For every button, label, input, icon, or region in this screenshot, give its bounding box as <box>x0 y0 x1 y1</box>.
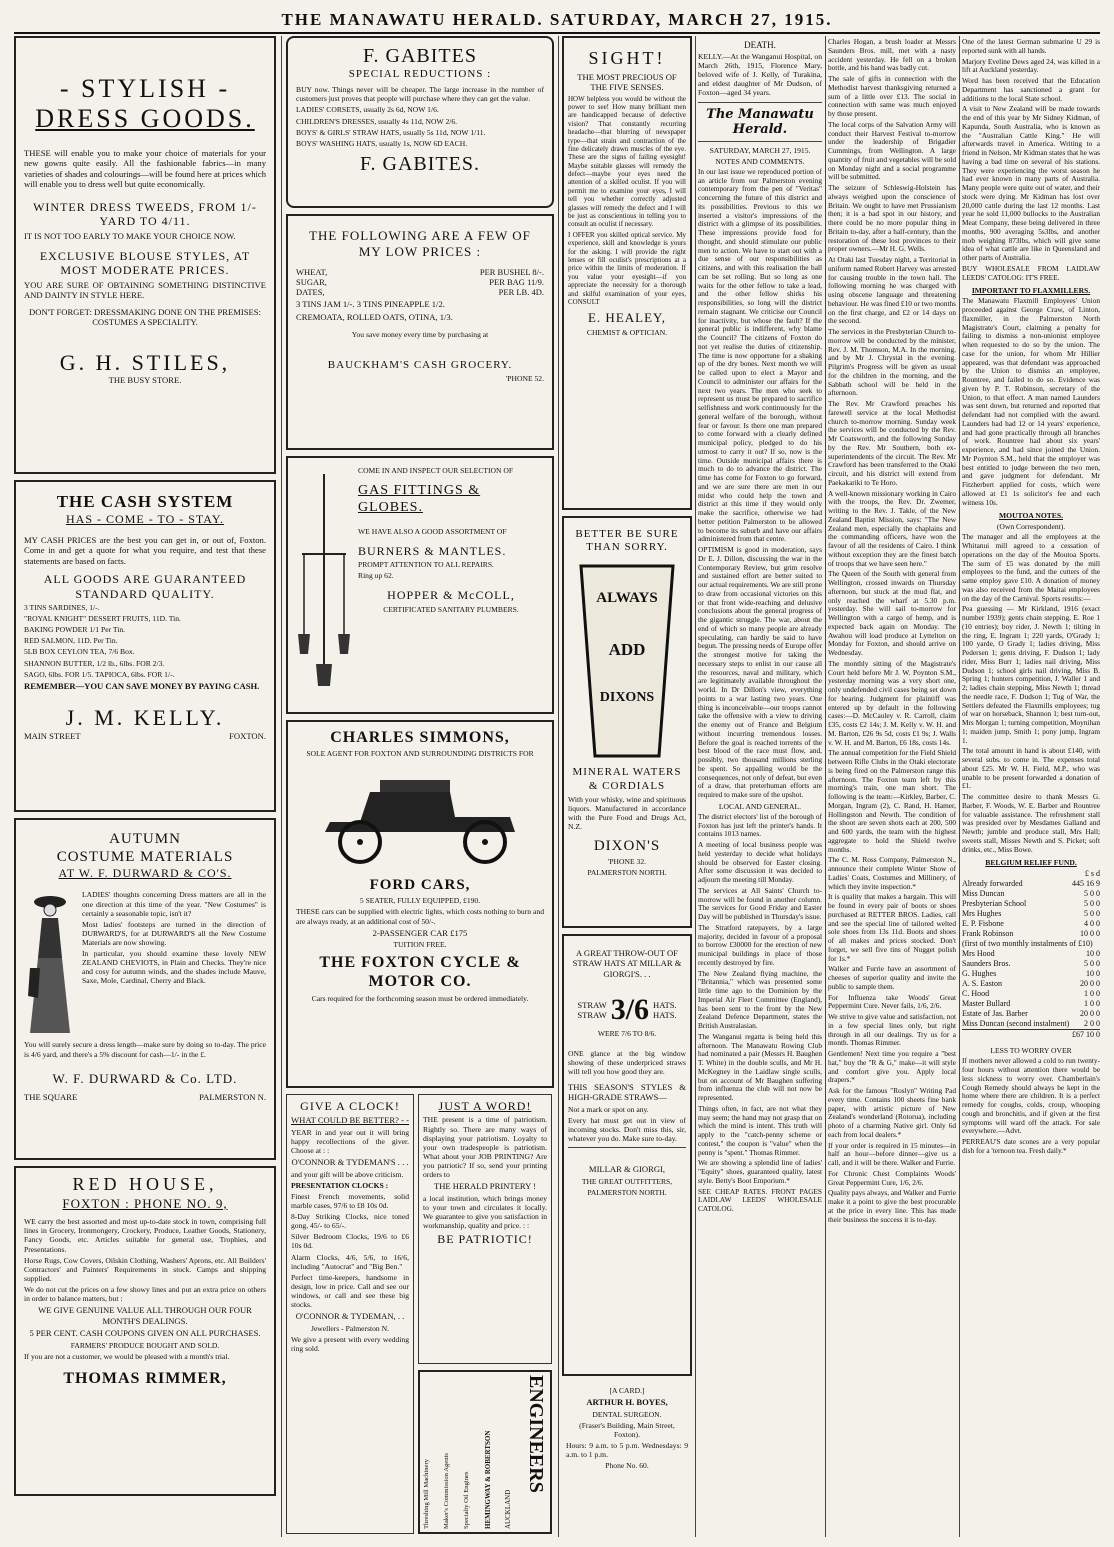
moutoa-subheading: (Own Correspondent). <box>996 522 1066 532</box>
news-para: Walker and Furrie have an assortment of cheeses of superior quality and invite the public to sample them. <box>828 964 956 991</box>
kelly-price-item: 3 TINS SARDINES, 1/-. <box>24 603 100 613</box>
clock-heading: GIVE A CLOCK! <box>300 1099 400 1113</box>
healey-name: E. HEALEY, <box>587 310 666 326</box>
clock-subheading: WHAT COULD BE BETTER? - - <box>291 1115 409 1126</box>
millar-styles: THIS SEASON'S STYLES & HIGH-GRADE STRAWS— <box>568 1081 686 1103</box>
clock-para-4: We give a present with every wedding ring sold. <box>291 1334 409 1353</box>
clock-item: Alarm Clocks, 4/6, 5/6, to 16/6, including "Autocrat" and "Big Ben." <box>291 1252 409 1271</box>
millar-para-1: ONE glance at the big window showing of these underpriced straws will tell you how good they are. <box>568 1048 686 1076</box>
glass-text-1: ALWAYS <box>596 590 658 607</box>
herald-heading: JUST A WORD! <box>438 1099 532 1113</box>
bauckham-line-5: CREMOATA, ROLLED OATS, OTINA, 1/3. <box>296 311 453 322</box>
clock-item: Finest French movements, solid marble cases, 97/6 to £8 10s 0d. <box>291 1191 409 1211</box>
column-3 <box>562 36 692 1537</box>
col2-lower-right <box>418 1094 552 1537</box>
fund-amount: 20 0 0 <box>1080 1009 1100 1019</box>
kelly-price-item: BAKING POWDER 1/1 Per Tin. <box>24 625 126 635</box>
news-para: The C. M. Ross Company, Palmerston N., announce their complete Winter Show of Ladies' Coats, Costumes and Millinery, of which they invite inspection.* <box>828 855 956 891</box>
healey-para-1: HOW helpless you would be without the power to see! How many brilliant men are handicapped because of defective vision? That constantly recurring headache—that blurring of newspaper type—that strain and contraction of the fine delicately drawn muscles of the eye. These are the signs of failing eyesight! Maybe suitable glasses will remedy the defect—maybe your eyes need the attention of a skilled oculist. If you will permit me to examine your eyes, I will tell you whether correctly adjusted glasses will remedy the defect and I will be just as conscientious in telling you to consult an oculist if necessary. <box>568 94 686 229</box>
millar-price-block <box>568 993 686 1027</box>
fund-row <box>962 999 1100 1009</box>
stiles-blouse: EXCLUSIVE BLOUSE STYLES, AT MOST MODERATE PRICES. <box>39 248 251 278</box>
news-para: One of the latest German submarine U 29 is reported sunk with all hands. <box>962 37 1100 55</box>
dixon-para: With your whisky, wine and spirituous liquors. Manufactured in accordance with the Pure Food and Drugs Act, N.Z. <box>568 794 686 832</box>
news-para: Gentlemen! Next time you require a "best hat," buy the "R & G," make—it will style and comfort give you. Apply local drapers.* <box>828 1049 956 1085</box>
fund-total-row <box>962 1029 1100 1040</box>
column-rule <box>695 36 696 1537</box>
gabites-intro: BUY now. Things never will be cheaper. The large increase in the number of customers just proves that people will purchase where they can get the value. <box>296 85 544 104</box>
durward-body <box>24 888 266 1038</box>
kelly-heading-2: HAS - COME - TO - STAY. <box>66 512 224 527</box>
news-para: Ask for the famous "Roslyn" Writing Pad every time. Contains 100 sheets fine bank paper, with artistic picture of New Zealand's wonderland (Rotorua), including photo of a charming Native girl. Only 6d each from local dealers.* <box>828 1086 956 1139</box>
fund-donor: Already forwarded <box>962 879 1023 889</box>
rimmer-heading-2: FOXTON : PHONE NO. 9, <box>62 1195 228 1211</box>
moutoa-heading: MOUTOA NOTES. <box>999 511 1063 521</box>
fund-amount: 2 0 0 <box>1084 1019 1100 1029</box>
notes-para-2: OPTIMISM is good in moderation, says Dr E. J. Dillon, discussing the war in the Contemporary Review, but grim resolve and sustained effort are better suited to our actual requirements. We are still prone to draw from occasional victories on this or that front wide-reaching and delusive conclusions about the general progress of the gigantic struggle. The war, about the end of which so many people are already speculating, can hardly be said to have begun. The pressing needs of Europe offer the strongest motive for taking the necessary steps to enlist in our cause all the resources, naval and military, which are legitimately available throughout the world. In Dr Dillon's view, everything points to a war lasting two years. One thing is inconceivable—our troops cannot take the offensive with a view to driving the enemy out of France and Belgium without incurring tremendous losses. Before the goal is reached torrents of the best blood of the race must flow, and, possibly, two thousand millions sterling be spent. So appalling would be the consequences, not only of defeat, but even of a draw, that preterhuman efforts are required to make sure of the upshot. <box>698 545 822 800</box>
column-rule <box>558 36 559 1537</box>
clock-para-1: YEAR in and year out it will bring happy recollections of the giver. Choose at : : <box>291 1127 409 1156</box>
news-para: The local corps of the Salvation Army will conduct their Harvest Festival to-morrow under the leadership of Brigadier Cummings, from Wellington. A large quantity of fruit and vegetables will be sold on Monday night and a social programme will be submitted. <box>828 119 956 182</box>
col2-lower <box>286 1094 554 1537</box>
millar-tag: THE GREAT OUTFITTERS, <box>581 1176 673 1186</box>
boyes-address: (Fraser's Building, Main Street, Foxton). <box>579 1420 675 1439</box>
fund-donor: A. S. Easton <box>962 979 1002 989</box>
engineers-line: Maker's Commission Agents <box>443 1453 451 1529</box>
hopper-line-2: GAS FITTINGS & GLOBES. <box>358 483 481 515</box>
fund-amount: 5 0 0 <box>1084 889 1100 899</box>
kelly-name: J. M. KELLY. <box>65 705 225 731</box>
bauckham-advert <box>286 214 554 450</box>
healey-tag: CHEMIST & OPTICIAN. <box>586 327 668 337</box>
bauckham-name: BAUCKHAM'S CASH GROCERY. <box>327 359 513 372</box>
clock-item: Silver Bedroom Clocks, 19/6 to £6 10s 0d. <box>291 1232 409 1251</box>
fund-row <box>962 929 1100 939</box>
healey-advert <box>562 36 692 510</box>
engineers-line: Specialty Oil Engines <box>463 1471 471 1529</box>
dixon-name: DIXON'S <box>593 838 661 855</box>
simmons-name: THE FOXTON CYCLE & MOTOR CO. <box>319 954 521 991</box>
fund-amount: 1 0 0 <box>1084 999 1100 1009</box>
clock-address: Jewellers - Palmerston N. <box>310 1323 390 1333</box>
kelly-quality: ALL GOODS ARE GUARANTEED STANDARD QUALITY. <box>43 572 247 601</box>
local-para: The services at All Saints' Church to-morrow will be found in another column. The services for Good Friday and Easter Day will be published in Thursday's issue. <box>698 885 822 922</box>
rimmer-para-5: 5 PER CENT. CASH COUPONS GIVEN ON ALL PURCHASES. <box>29 1328 261 1339</box>
hopper-tag: CERTIFICATED SANITARY PLUMBERS. <box>383 604 519 614</box>
bauckham-phone: 'PHONE 52. <box>505 374 544 384</box>
dixon-town: PALMERSTON NORTH. <box>587 868 667 878</box>
simmons-tag: Cars required for the forthcoming season must be ordered immediately. <box>311 993 529 1003</box>
worry-heading: LESS TO WORRY OVER <box>990 1046 1072 1056</box>
herald-printery-advert <box>418 1094 552 1364</box>
moutoa-para: The total amount in hand is about £140, with several subs. to come in. The expenses total about £25. Mr W. H. Field, M.P., who was unable to be present forwarded a donation of £1. <box>962 746 1100 791</box>
worry-para: If mothers never allowed a cold to run twenty-four hours without attention there would be less sickness to worry over. Chamberlain's Cough Remedy should always be kept in the home where there are children. It is a perfect remedy for coughs, colds, croup, whooping cough and bronchitis, and if given at the first symptoms will ward off the attack. For sale everywhere.—Advt. <box>962 1056 1100 1136</box>
news-para: BUY WHOLESALE FROM LAIDLAW LEEDS' CATOLOG: IT'S FREE. <box>962 263 1100 282</box>
fund-row <box>962 979 1100 989</box>
news-para: We strive to give value and satisfaction, not in a few special lines only, but right through in all our dealings. Try us for a month. Thomas Rimmer. <box>828 1012 956 1048</box>
scones-para: PERREAU'S date scones are a very popular dish for a 'ternoon tea. Fresh daily.* <box>962 1137 1100 1155</box>
fund-donor: Mrs Hughes <box>962 909 1002 919</box>
fund-donor: Presbyterian School <box>962 899 1027 909</box>
straw-label: STRAW <box>577 999 607 1010</box>
fund-donor: Miss Duncan (second instalment) <box>962 1019 1070 1029</box>
rimmer-para-7: If you are not a customer, we would be pleased with a month's trial. <box>24 1351 230 1361</box>
local-para: The Stratford ratepayers, by a large majority, decided in favour of a proposal to borrow £30000 for the erection of new municipal buildings in place of those recently destroyed by fire. <box>698 922 822 967</box>
death-notice: KELLY.—At the Wanganui Hospital, on March 26th, 1915, Florence Mary, beloved wife of J. Kelly, of Turakina, and eldest daughter of Mr Dudson, of Foxton—aged 34 years. <box>698 52 822 98</box>
clock-advert <box>286 1094 414 1534</box>
local-para: The district electors' list of the borough of Foxton has just left the printer's hands. It contains 1013 names. <box>698 811 822 839</box>
healey-para-2: I OFFER you skilled optical service. My experience, skill and knowledge is yours for the asking. I will provide the right lenses or fill oculist's prescriptions at a price within the limits of moderation. If you value your eyesight—if you appreciate the necessity for a thorough and skilful examination of your eyes, CONSULT <box>568 230 686 306</box>
moutoa-para: The manager and all the employees at the Whitanui mill agreed to a cessation of operations on the day of the Moutoa Sports. The sum of £5 was donated by the mill employees to the fund, and the cutters of the same employ gave £10. A donation of money was also received from the Maitai employees on the day of the Carnival. Sports results:— <box>962 532 1100 603</box>
notes-heading: NOTES AND COMMENTS. <box>715 156 805 166</box>
fund-donor: Miss Duncan <box>962 889 1005 899</box>
divider <box>698 141 822 142</box>
durward-address <box>24 1092 266 1102</box>
gabites-advert <box>286 36 554 208</box>
fund-row <box>962 989 1100 999</box>
durward-advert <box>14 818 276 1160</box>
flax-heading: IMPORTANT TO FLAXMILLERS. <box>971 286 1091 296</box>
fund-amount: 20 0 0 <box>1080 979 1100 989</box>
straw-label: STRAW <box>577 1010 607 1021</box>
fund-amount: 5 0 0 <box>1084 899 1100 909</box>
fund-row <box>962 949 1100 959</box>
kelly-price-item: RED SALMON, 11D. Per Tin. <box>24 636 118 646</box>
fund-donor: (first of two monthly instalments of £10) <box>962 939 1093 949</box>
herald-para-2: a local institution, which brings money to your town and circulates it locally. We guarantee to give you satisfaction in workmanship, quality and price. : : <box>423 1193 547 1230</box>
fund-row <box>962 939 1100 949</box>
clock-para-3: Perfect time-keepers, handsome in design, low in price. Call and see our windows, or call and see these big stocks. <box>291 1272 409 1310</box>
stiles-intro: THESE will enable you to make your choice of materials for your new gowns quite easily. All the fashionable fabrics—in many varieties of shades and colourings—will be found here at prices which will enable you to dress well but quite economically. <box>24 147 266 190</box>
masthead: THE MANAWATU HERALD. SATURDAY, MARCH 27, 1915. <box>14 10 1100 34</box>
gabites-item: BOYS' WASHING HATS, usually 1s, NOW 6D EACH. <box>296 138 468 148</box>
news-para: For Chronic Chest Complaints Woods' Great Peppermint Cure, 1/6, 2/6. <box>828 1168 956 1187</box>
durward-town: PALMERSTON N. <box>199 1092 266 1103</box>
millar-were: WERE 7/6 TO 8/6. <box>597 1029 657 1039</box>
boyes-hours: Hours: 9 a.m. to 5 p.m. Wednesdays: 9 a.m. to 1 p.m. <box>566 1440 688 1460</box>
local-para: A meeting of local business people was held yesterday to decide what holidays should be observed for Easter closing. After some discussion it was decided to adjourn the meeting till Monday. <box>698 840 822 885</box>
bauckham-price-row <box>296 267 544 277</box>
news-para: For Influenza take Woods' Great Peppermint Cure. Never fails, 1/6, 2/6. <box>828 992 956 1011</box>
millar-advert <box>562 934 692 1376</box>
news-para: Marjory Eveline Dews aged 24, was killed in a lift at Auckland yesterday. <box>962 56 1100 75</box>
simmons-ford: FORD CARS, <box>369 877 471 894</box>
gabites-name: F. GABITES. <box>360 152 480 175</box>
news-para: A visit to New Zealand will be made towards the end of this year by Mr Sidney Kidman, of Kapunda, South Australia, who is known as the "Australian Cattle King." He will afterwards travel in America. Writing to a friend in Nelson, Mr Kidman states that he was having a bad time on several of his stations. They were experiencing the worst season he had ever known in many parts of Australia. Many people were quite out of water, and their stock were dying. Mr Kidman has lost over 20,000 cattle during the last 12 months. Last year he sold 11,000 bullocks to the Australian Meat Company, these being delivered in three months, 900 averaging 5s3lbs, and another mob weighing 873lbs, which will give some idea of what cattle are like in Queensland and other parts of Australia. <box>962 104 1100 262</box>
kelly-price-item: SAGO, 6lbs. FOR 1/5. TAPIOCA, 6lbs. FOR 1/-. <box>24 669 175 679</box>
fund-amount: 10 0 <box>1086 969 1100 979</box>
price-value: PER BUSHEL 8/-. <box>479 267 544 278</box>
clock-name-2: O'CONNOR & TYDEMAN, . . <box>295 1311 405 1322</box>
kelly-intro: MY CASH PRICES are the best you can get in, or out of, Foxton. Come in and get a quote for what you require, and test that these statements are based on facts. <box>24 534 266 566</box>
fund-amount: 5 0 0 <box>1084 909 1100 919</box>
kelly-remember: REMEMBER—YOU CAN SAVE MONEY BY PAYING CASH. <box>24 680 260 691</box>
dixon-heading: BETTER BE SURE THAN SORRY. <box>575 528 679 554</box>
issue-date: SATURDAY, MARCH 27, 1915. <box>709 145 811 155</box>
column-rule <box>281 36 282 1537</box>
hopper-advert <box>286 456 554 714</box>
glass-text-3: DIXONS <box>599 690 655 706</box>
boyes-phone: Phone No. 60. <box>605 1461 649 1471</box>
rimmer-para-1: WE carry the best assorted and most up-to-date stock in town, comprising full lines in Grocery, Ironmongery, Crockery, Produce, Leather Goods, Stationery, Fancy Goods, etc. Articles suitable for general use, Trophies, and Presentations. <box>24 1217 266 1254</box>
fund-row <box>962 959 1100 969</box>
column-5 <box>828 36 956 1537</box>
stiles-tweeds-sub: IT IS NOT TOO EARLY TO MAKE YOUR CHOICE NOW. <box>24 230 236 241</box>
price-item: SUGAR, <box>296 277 327 288</box>
healey-subheading: THE MOST PRECIOUS OF THE FIVE SENSES. <box>577 71 677 93</box>
news-para: The services in the Presbyterian Church to-morrow will be conducted by the minister, Rev. J. M. Thomson, M.A. In the morning, and by Mr J. Chrystal in the evening. Pilgrim's Progress will be given as usual for the children in the morning, and the Sabbath school will be held in the afternoon. <box>828 327 956 398</box>
hopper-line-3: WE HAVE ALSO A GOOD ASSORTMENT OF <box>358 526 507 536</box>
price-item: DATES, <box>296 287 325 298</box>
bauckham-price-list <box>296 267 544 322</box>
engineers-line: HEMINGWAY & ROBERTSON <box>483 1430 492 1529</box>
news-para: If your order is required in 15 minutes—in half an hour—before dinner—give us a call, and it will be there. Walker and Furrie. <box>828 1140 956 1167</box>
hats-label: HATS. <box>653 999 677 1010</box>
millar-name: MILLAR & GIORGI, <box>588 1164 666 1175</box>
fund-amount: 10 0 0 <box>1080 929 1100 939</box>
durward-para-2: Most ladies' footsteps are turned in the direction of DURWARD'S, for at DURWARD'S all the New Costume Materials are now showing. <box>82 919 266 947</box>
clock-presentation: PRESENTATION CLOCKS : <box>291 1180 389 1190</box>
rimmer-heading-1: RED HOUSE, <box>72 1174 218 1194</box>
gabites-heading: F. GABITES <box>363 45 477 67</box>
herald-para-1: THE present is a time of patriotism. Rightly so. There are many ways of displaying your patriotism. Loyalty to your own tradespeople is patriotism. What about your JOB PRINTING? Are you patriotic? If so, send your printing orders to <box>423 1115 547 1180</box>
death-heading: DEATH. <box>744 40 776 50</box>
glass-text-2: ADD <box>608 640 646 660</box>
fund-row <box>962 919 1100 929</box>
kelly-advert <box>14 480 276 812</box>
fund-row <box>962 1009 1100 1019</box>
rimmer-para-3: We do not cut the prices on a few showy lines and put an extra price on others in order to balance matters, but : <box>24 1284 266 1304</box>
bauckham-save: You save money every time by purchasing at <box>351 330 489 340</box>
durward-name: W. F. DURWARD & Co. LTD. <box>52 1070 238 1086</box>
rimmer-para-2: Horse Rugs, Cow Covers, Oilskin Clothing, Washers' Aprons, etc. All Builders' Contractors' and Painters' Requirements in stock. Camps and shipping supplied. <box>24 1255 266 1283</box>
lady-figure-illustration <box>24 888 76 1038</box>
column-1 <box>14 36 276 1537</box>
hopper-line-1: COME IN AND INSPECT OUR SELECTION OF <box>358 466 514 475</box>
kelly-address <box>24 731 266 741</box>
fund-row <box>962 879 1100 889</box>
fund-columns <box>962 869 1100 879</box>
kelly-price-item: 5LB BOX CEYLON TEA, 7/6 Box. <box>24 647 135 657</box>
bauckham-line-4: 3 TINS JAM 1/-. 3 TINS PINEAPPLE 1/2. <box>296 299 445 310</box>
stiles-dressmaking: DON'T FORGET: DRESSMAKING DONE ON THE PREMISES: COSTUMES A SPECIALITY. <box>29 306 261 328</box>
gabites-subheading: SPECIAL REDUCTIONS : <box>348 68 492 80</box>
local-heading: LOCAL AND GENERAL. <box>718 801 802 811</box>
rimmer-para-4: WE GIVE GENUINE VALUE ALL THROUGH OUR FOUR MONTH'S DEALINGS. <box>38 1305 252 1326</box>
kelly-price-item: SHANNON BUTTER, 1/2 lb., 6lbs. FOR 2/3. <box>24 658 165 668</box>
kelly-price-list <box>24 603 266 679</box>
divider <box>568 1147 686 1148</box>
bauckham-heading: THE FOLLOWING ARE A FEW OF MY LOW PRICES : <box>309 228 531 259</box>
rimmer-para-6: FARMERS' PRODUCE BOUGHT AND SOLD. <box>70 1340 220 1350</box>
boyes-card <box>562 1382 692 1474</box>
durward-heading-1: AUTUMN <box>109 831 181 847</box>
engineers-title: ENGINEERS <box>525 1375 548 1493</box>
moutoa-para: The committee desire to thank Messrs G. Barber, F. Woods, W. E. Barber and Rountree for valuable assistance. The refreshment stall was presided over by Mesdames Galland and Newth; jumble and produce stall, Mrs Hall; sweets stall, Misses Newth and S. Picket; soft drinks, etc., Miss Bowe. <box>962 792 1100 854</box>
fund-row <box>962 899 1100 909</box>
durward-heading-2: COSTUME MATERIALS <box>56 849 234 865</box>
news-para: A well-known missionary working in Cairo with the troops, the Rev. Dr. Zwemer, writing to the Rev. J. Takle, of the New Zealand Baptist Mission, says: "The New Zealand men, especially the chaplains and the commanding officers, have won the favour of all the residents of Cairo. I think without exception they are the finest batch of troops that we have seen here." <box>828 488 956 568</box>
millar-para-3: Every hat must get out in view of incoming stocks. Don't miss this, sir, whatever you do. Make sure to-day. <box>568 1115 686 1144</box>
engineers-line: AUCKLAND <box>503 1489 512 1529</box>
column-4 <box>698 36 822 1537</box>
simmons-agent: SOLE AGENT FOR FOXTON AND SURROUNDING DISTRICTS FOR <box>306 749 534 759</box>
clock-para-2: and your gift will be above criticism. <box>291 1169 404 1179</box>
news-para: The Queen of the South with general from Wellington, crossed inwards on Thursday afternoon, but stuck at the mud flat, and only reached the wharf at 5.30 p.m. yesterday. She will sail to-morrow for Wellington with a cargo of hemp, and is expected back again on Monday. The Awahou will load produce at Lyttelton on Monday for Foxton, and should arrive on Wednesday. <box>828 569 956 657</box>
fund-row <box>962 909 1100 919</box>
fund-row <box>962 889 1100 899</box>
simmons-price: 5 SEATER, FULLY EQUIPPED, £190. <box>359 896 481 906</box>
dixon-mineral: MINERAL WATERS & CORDIALS <box>572 766 682 792</box>
hopper-body <box>296 464 544 704</box>
durward-street: THE SQUARE <box>24 1092 78 1103</box>
fund-donor: E. P. Fisbone <box>962 919 1004 929</box>
simmons-para-2: 2-PASSENGER CAR £175 <box>372 927 468 938</box>
fund-donor: Frank Robinson <box>962 929 1014 939</box>
local-para: We are showing a splendid line of ladies' "Equity" shoes, guaranteed quality, latest style. Betty's Boot Emporium.* <box>698 1158 822 1185</box>
price-item: WHEAT, <box>296 267 328 278</box>
hopper-name: HOPPER & McCOLL, <box>387 588 515 603</box>
local-para: The Wanganui regatta is being held this afternoon. The Manawatu Rowing Club had nominated a pair (Messrs H. Baughen T. White) in the double sculls, and Mr H. McKegney in the Laidlaw single sculls, but on account of Mr Baughen suffering from influenza the club will not now be represented. <box>698 1031 822 1103</box>
hopper-line-5: PROMPT ATTENTION TO ALL REPAIRS. <box>358 560 494 570</box>
column-rule <box>825 36 826 1537</box>
paper-title: The Manawatu Herald. <box>706 106 814 137</box>
news-para: The annual competition for the Field Shield between Rifle Clubs in the Otaki electorate is being fired on the Palmerston range this afternoon. The Foxton team left by this morning's train, one man short. The following is the team:—Kirkley, Barber, C. Morgan, Ingram (2), C. Rand, H. Hamer, Hollingston and Newth. The condition of the shoot are seven shots each at 200, 500 and 600 yards, the team with the highest aggregate to hold the Shield twelve months. <box>828 748 956 854</box>
notes-para-1: In our last issue we reproduced portion of an article from our Palmerston evening contemporary from the pen of "Veritas" concerning the future of this district and its possibilities. Previous to this we inserted a visitor's impressions of the district with a glimpse of its possibilities. These impressions provide food for thought, and should stimulate our public men to action. We have to start out with a due sense of our responsibilities as citizens, and with this realisation the ball can be set rolling. But so long as one waits for the other fellow to take a lead, and the other fellow shirks his responsibilities, so long will the district remain stagnant. We criticise our Council for inactivity, but whose the fault? If the general public is indifferent, why blame the Council? The citizens of Foxton do not yet realise the duties of citizenship. The time is now opportune for a shaking up of the dry bones. Next month we will be called upon to elect a Mayor and Council to administer our affairs for the next two years. The men who seek to represent us must be prepared to sacrifice selfishness and work continuously for the general welfare of the borough, without fear or favour. Is there one man prepared to come forward with a clearly defined municipal policy, pledged to do his utmost to carry it out? If so, now is the time. Outside municipal affairs there is much to do to advance the district. The time has come for Foxton to go forward, and we are sure there are men in our midst who could help the town and district at this time if they would only make the sacrifice, otherwise we had better petition Palmerston to be allowed to become its suburb and have our affairs administered from that centre. <box>698 166 822 544</box>
bauckham-price-row <box>296 287 544 297</box>
news-para: It is quality that makes a bargain. This will be found in every pair of boots or shoes purchased at RETTER BROS. Ladies, call and see the special line of tailored welted sole shoes from 13s 11d. Boots and shoes of all makes and prices stocked. Don't forget, we sell five tins of Nugget polish for 1s.* <box>828 892 956 963</box>
news-para: The Rev. Mr Crawford preaches his farewell service at the local Methodist church to-morrow morning. Sunday week the services will be conducted by the Rev. Mr Coatsworth, and the following Sunday by the Rev. Mr Southern, both ex-superintendents of the circuit. The Rev. Mr Crawford has been transferred to the Otaki circuit, and his district will extend from Paekakariki to Te Horo. <box>828 399 956 487</box>
flax-para: The Manawatu Flaxmill Employees' Union proceeded against George Craw, of Linton, flaxmiller, in the Palmerston North Magistrate's Court, claiming a penalty for failing to dismiss a non-unionist employee when requested to do so by the union. The case for the union, for whom Mr Hillier appeared, was that defendant was approached by the Union to dismiss an employee, Rountree, and failed to do so. Evidence was given by P. T. Robinson, secretary of the Union, to that effect. A man named Launders was sent down, but returned and reported that defendant had not complied with the award. Launders had had 12 or 14 years' experience, and had gone practically through all branches of work. Rountree had about six years' experience, and had since joined the Union. Mr Poynton S.M., held that the employer was best entitled to judge between the two men, and gave judgment for defendant. Mr Fitzherbert applied for costs, which were allowed at £1 1s solicitor's fee and each witness 10s. <box>962 296 1100 507</box>
stiles-tag: THE BUSY STORE. <box>108 375 182 385</box>
kelly-street: MAIN STREET <box>24 730 81 741</box>
durward-para-4: You will surely secure a dress length—make sure by doing so to-day. The price is 4/6 yard, and there's a 5% discount for cash—1/- in the £. <box>24 1040 266 1059</box>
hopper-line-4: BURNERS & MANTLES. <box>358 543 507 558</box>
herald-patriotic: BE PATRIOTIC! <box>437 1232 533 1247</box>
simmons-para-1: THESE cars can be supplied with electric lights, which costs nothing to burn and are always ready, at an additional cost of 50/-. <box>296 907 544 926</box>
gabites-item: LADIES' CORSETS, usually 2s 6d, NOW 1/6. <box>296 105 439 115</box>
engineers-line: Threshing Mill Machinery <box>423 1459 430 1529</box>
fund-donor: Saunders Bros. <box>962 959 1011 969</box>
fund-donor: Mrs Hood <box>962 949 995 959</box>
fund-currency-header: £ s d <box>1084 869 1100 879</box>
millar-straw-labels <box>577 1000 606 1021</box>
fund-total: £67 10 0 <box>1072 1030 1100 1040</box>
column-rule <box>959 36 960 1537</box>
hats-label: HATS. <box>653 1010 677 1021</box>
gas-fitting-illustration <box>296 464 352 704</box>
durward-para-3: In particular, you should examine these lovely NEW ZEALAND CHEVIOTS, in Plain and Checks. They're nice and cosy for autumn winds, and the shades include Mauve, Saxe, Mole, Cardinal, Cherry and Black. <box>82 949 266 986</box>
durward-heading-3: AT W. F. DURWARD & CO'S. <box>58 866 232 880</box>
bauckham-price-row <box>296 277 544 287</box>
millar-heading: A GREAT THROW-OUT OF STRAW HATS AT MILLAR & GIORGI'S. . . <box>572 948 682 979</box>
local-para: The New Zealand flying machine, the "Britannia," which was presented some little time ago to the Dominion by the Imperial Air Fleet Committee (England), has been sent to the front by the New Zealand Defence Department, states the British Australasian. <box>698 968 822 1031</box>
fund-amount: 445 16 9 <box>1072 879 1100 889</box>
divider <box>698 102 822 103</box>
simmons-para-3: TUITION FREE. <box>393 940 447 950</box>
boyes-name: ARTHUR H. BOYES, <box>586 1397 668 1408</box>
fund-amount: 10 0 <box>1086 949 1100 959</box>
millar-para-2: Not a mark or spot on any. <box>568 1104 649 1114</box>
millar-hats-labels <box>653 1000 677 1021</box>
price-value: PER LB. 4D. <box>498 287 544 298</box>
news-para: Charles Hogan, a brush loader at Messrs Saunders Bros. mill, met with a nasty accident yesterday. He fell on a broken bottle, and his hand was badly cut. <box>828 37 956 73</box>
laidlaw-notice: SEE CHEAP RATES. FRONT PAGES LAIDLAW LEEDS' WHOLESALE CATOLOG. <box>698 1186 822 1214</box>
stiles-advert <box>14 36 276 474</box>
engineers-advert <box>418 1370 552 1534</box>
herald-printery: THE HERALD PRINTERY ! <box>433 1181 537 1192</box>
durward-para-1: LADIES' thoughts concerning Dress matters are all in the one direction at this time of the year. "New Costumes" is certainly a seasonable topic, isn't it? <box>82 890 266 918</box>
stiles-name: G. H. STILES, <box>59 349 231 375</box>
rimmer-name: THOMAS RIMMER, <box>63 1369 227 1387</box>
fund-donor: Master Bullard <box>962 999 1011 1009</box>
simmons-advert <box>286 720 554 1088</box>
kelly-price-item: "ROYAL KNIGHT" DESSERT FRUITS, 11D. Tin. <box>24 614 181 624</box>
stiles-heading-2: DRESS GOODS. <box>35 103 255 133</box>
news-para: Quality pays always, and Walker and Furrie make it a point to give the best procurable at the price in every line. This has made their business the success it is to-day. <box>828 1188 956 1224</box>
kelly-heading-1: THE CASH SYSTEM <box>56 492 234 511</box>
moutoa-para: Pea guessing — Mr Kirkland, 1916 (exact number 1939); gents chain stepping, E. Roe 1 (10 entries); boy rider, J. Newth 1; tilting in the ring, E. Ingram 1; 220 yards, O'Grady 1; 100 yarde, O Grady 1; ladies driving, Miss Pedersen 1; gents driving, F. Dudson 1; lady rider, Miss Burr 1; ladies nail driving, Miss Dudson 1; school girls nail driving, Miss B. Spring 1; hunters competition, J. Waller 1 and 2; ladies chain stepping, Miss Newth 1; thread the needle race, F. Dudson 1; Tug of War, the Settlers defeated the Flaxmills employees; tug of war on horseback, Shannon 1; best turn-out, Mrs Morgan 1; turning competition, Moynihan 1; maiden jump, Smith 1; pony jump, Ingram 1. <box>962 604 1100 745</box>
fund-heading: BELGIUM RELIEF FUND. <box>985 858 1077 868</box>
fund-list <box>962 879 1100 1029</box>
fund-donor: C. Hood <box>962 989 990 999</box>
ford-car-illustration <box>300 762 540 872</box>
healey-heading: SIGHT! <box>588 48 666 68</box>
fund-amount: 4 0 0 <box>1084 919 1100 929</box>
millar-town: PALMERSTON NORTH. <box>587 1187 667 1197</box>
millar-price: 3/6 <box>610 993 650 1027</box>
local-para: Things often, in fact, are not what they may seem; the hand may not grasp that on which the mind is intent. This truth will apply to the "catch-penny scheme or contest," the coupon is "value" when the penny is "spent." Thomas Rimmer. <box>698 1103 822 1157</box>
clock-name-1: O'CONNOR & TYDEMAN'S . . . <box>291 1157 409 1168</box>
stiles-heading-1: - STYLISH - <box>59 74 231 103</box>
engineers-body <box>423 1375 547 1529</box>
simmons-heading: CHARLES SIMMONS, <box>330 729 510 746</box>
news-para: The monthly sitting of the Magistrate's Court held before Mr J. W. Poynton S.M., yesterday morning was a very short one, only undefended civil cases being set down for hearing. Judgment for plaintiff was entered up by default in the following cases:—D. McCauley v. R. Carroll, claim £35, costs £2 14s; J. M. Kelly v. W. H. and M. Barton, £26 9s 5d, costs £1 9s; J. Walls v. W. H. and M. Barton, £6 18s, costs 14s. <box>828 658 956 747</box>
rimmer-advert <box>14 1166 276 1496</box>
stiles-tweeds: WINTER DRESS TWEEDS, FROM 1/- YARD TO 4/11. <box>33 199 257 229</box>
fund-row <box>962 1019 1100 1029</box>
boyes-tag: DENTAL SURGEON. <box>592 1409 662 1419</box>
gabites-item: BOYS' & GIRLS' STRAW HATS, usually 5s 11d, NOW 1/11. <box>296 127 486 137</box>
news-para: Word has been received that the Education Department has sanctioned a grant for additions to the local State school. <box>962 76 1100 103</box>
gabites-item: CHILDREN'S DRESSES, usually 4s 11d, NOW 2/6. <box>296 116 458 126</box>
hopper-ring: Ring up 62. <box>358 571 394 581</box>
fund-row <box>962 969 1100 979</box>
price-value: PER BAG 11/9. <box>489 277 544 288</box>
column-2 <box>286 36 554 1537</box>
fund-donor: G. Hughes <box>962 969 997 979</box>
news-para: The sale of gifts in connection with the Methodist harvest thanksgiving returned a sum of a little over £13. The social in connection with same was much enjoyed by those present. <box>828 74 956 118</box>
dixon-glass-illustration <box>577 560 677 760</box>
kelly-town: FOXTON. <box>229 730 266 741</box>
dixon-phone: 'PHONE 32. <box>607 857 647 867</box>
news-para: At Otaki last Tuesday night, a Territorial in uniform named Robert Harvey was arrested for causing trouble in the town hall. The following morning he was charged with using obscene language and threatening behaviour. He was fined £10 or two months on the first charge, and £2 or 14 days on the second. <box>828 255 956 326</box>
fund-donor: Estate of Jas. Barber <box>962 1009 1028 1019</box>
dixon-advert <box>562 516 692 928</box>
boyes-card-label: [A CARD.] <box>609 1386 645 1395</box>
clock-item: 8-Day Striking Clocks, nice toned gong, 45/- to 65/-. <box>291 1212 409 1231</box>
stiles-blouse-sub: YOU ARE SURE OF OBTAINING SOMETHING DISTINCTIVE AND DAINTY IN STYLE HERE. <box>24 279 266 301</box>
news-para: The seizure of Schleswig-Holstein has always weighed upon the conscience of Britain. We ought to have met Prussianism then; it is a bad spot in our history, and there could be no more popular thing in Britain to-day, after a half-century, than the restoration of these lost provinces to their proper owners.—Mr H. G. Wells. <box>828 183 956 254</box>
fund-amount: 5 0 0 <box>1084 959 1100 969</box>
column-6 <box>962 36 1100 1537</box>
fund-amount: 1 0 0 <box>1084 989 1100 999</box>
